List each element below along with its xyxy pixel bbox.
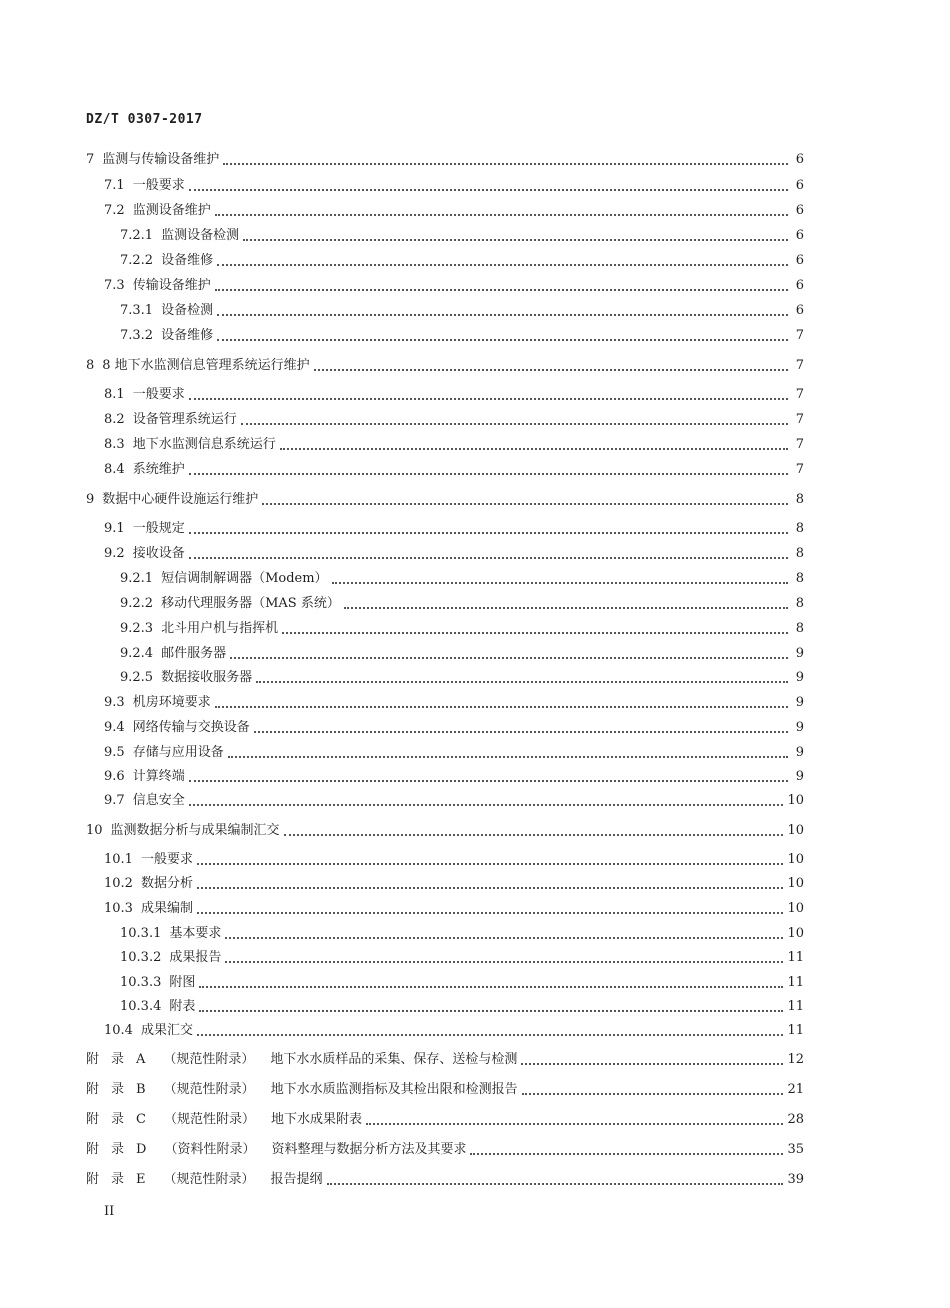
toc-entry-page: 8	[795, 596, 804, 611]
toc-entry-page: 10	[787, 876, 804, 891]
toc-entry[interactable]	[104, 435, 804, 455]
toc-entry-page: 9	[795, 646, 804, 661]
toc-entry[interactable]	[104, 850, 804, 870]
toc-entry-title: 系统维护	[132, 462, 185, 477]
toc-entry-page: 8	[795, 571, 804, 586]
toc-entry-title: 存储与应用设备	[132, 745, 224, 760]
toc-entry-page: 9	[795, 670, 804, 685]
toc-entry-page: 6	[795, 278, 804, 293]
toc-entry-number: 7.2.1	[120, 228, 154, 243]
dot-leader	[225, 961, 783, 963]
toc-entry-page: 9	[795, 745, 804, 760]
toc-entry-number: 9.1	[104, 521, 125, 536]
toc-entry-number: 9	[86, 492, 95, 507]
toc-entry-page: 7	[795, 328, 804, 343]
toc-entry-title: 监测设备维护	[132, 203, 211, 218]
dot-leader	[199, 1010, 783, 1012]
dot-leader	[189, 804, 784, 806]
appendix-type: （规范性附录）	[163, 1082, 255, 1097]
toc-entry-number: 10.3	[104, 901, 133, 916]
toc-entry-number: 7.3	[104, 278, 125, 293]
dot-leader	[282, 632, 788, 634]
dot-leader	[197, 863, 783, 865]
toc-entry[interactable]	[120, 251, 804, 271]
toc-entry-page: 6	[795, 203, 804, 218]
dot-leader	[217, 339, 788, 341]
toc-entry[interactable]	[104, 410, 804, 430]
toc-entry[interactable]	[120, 226, 804, 246]
appendix-page: 21	[787, 1082, 804, 1097]
toc-entry-title: 网络传输与交换设备	[132, 720, 250, 735]
appendix-page: 28	[787, 1112, 804, 1127]
toc-entry-number: 8.1	[104, 387, 125, 402]
toc-entry-title: 计算终端	[132, 769, 185, 784]
toc-entry-page: 7	[795, 358, 804, 373]
appendix-title: 地下水水质样品的采集、保存、送检与检测	[270, 1052, 518, 1067]
dot-leader	[228, 756, 788, 758]
toc-entry[interactable]	[104, 276, 804, 296]
toc-entry-number: 9.2.1	[120, 571, 154, 586]
toc-entry-title: 一般要求	[132, 387, 185, 402]
toc-entry-number: 9.3	[104, 695, 125, 710]
dot-leader	[522, 1093, 784, 1095]
toc-entry-title: 监测设备检测	[161, 228, 240, 243]
dot-leader	[521, 1063, 783, 1065]
dot-leader	[197, 887, 783, 889]
dot-leader	[197, 1034, 783, 1036]
toc-entry-number: 9.2.3	[120, 621, 154, 636]
toc-entry[interactable]	[104, 544, 804, 564]
toc-entry-title: 成果报告	[169, 950, 222, 965]
appendix-entry[interactable]	[86, 1080, 804, 1100]
toc-entry-number: 8	[86, 358, 95, 373]
toc-entry-number: 10.3.1	[120, 926, 162, 941]
toc-entry[interactable]	[104, 767, 804, 787]
toc-entry-page: 8	[795, 492, 804, 507]
appendix-label: 附录B	[86, 1082, 158, 1097]
dot-leader	[217, 264, 788, 266]
toc-entry[interactable]	[120, 326, 804, 346]
toc-entry-page: 8	[795, 521, 804, 536]
toc-entry-title: 8 地下水监测信息管理系统运行维护	[102, 358, 310, 373]
toc-entry-page: 11	[787, 950, 804, 965]
dot-leader	[223, 163, 788, 165]
appendix-page: 12	[787, 1052, 804, 1067]
dot-leader	[199, 986, 783, 988]
toc-entry-title: 监测与传输设备维护	[102, 152, 220, 167]
toc-entry-number: 9.2.4	[120, 646, 154, 661]
toc-entry-page: 7	[795, 387, 804, 402]
appendix-page: 39	[787, 1172, 804, 1187]
toc-entry-title: 数据分析	[140, 876, 193, 891]
appendix-entry[interactable]	[86, 1110, 804, 1130]
toc-entry[interactable]	[120, 644, 804, 664]
toc-entry-number: 10.4	[104, 1023, 133, 1038]
toc-entry-page: 6	[795, 228, 804, 243]
dot-leader	[225, 937, 783, 939]
toc-entry-number: 10.3.4	[120, 999, 162, 1014]
toc-entry-title: 信息安全	[132, 793, 185, 808]
toc-entry-page: 7	[795, 412, 804, 427]
appendix-label: 附录C	[86, 1112, 158, 1127]
toc-entry-number: 10	[86, 823, 103, 838]
dot-leader	[189, 398, 788, 400]
dot-leader	[189, 473, 788, 475]
toc-entry[interactable]	[120, 924, 804, 944]
appendix-label: 附录D	[86, 1142, 159, 1157]
toc-entry[interactable]	[104, 693, 804, 713]
toc-entry-title: 基本要求	[169, 926, 222, 941]
page-number: II	[104, 1204, 115, 1219]
appendix-page: 35	[787, 1142, 804, 1157]
toc-entry[interactable]	[120, 948, 804, 968]
toc-entry-title: 数据中心硬件设施运行维护	[102, 492, 259, 507]
toc-entry-page: 10	[787, 852, 804, 867]
dot-leader	[262, 503, 788, 505]
toc-entry[interactable]	[120, 973, 804, 993]
toc-entry-page: 6	[795, 152, 804, 167]
toc-entry-page: 8	[795, 546, 804, 561]
toc-entry-title: 成果汇交	[140, 1023, 193, 1038]
dot-leader	[215, 706, 788, 708]
toc-entry-title: 地下水监测信息系统运行	[132, 437, 276, 452]
appendix-title: 报告提纲	[270, 1172, 323, 1187]
toc-entry-title: 成果编制	[140, 901, 193, 916]
appendix-entry[interactable]	[86, 1170, 804, 1190]
toc-entry[interactable]	[120, 301, 804, 321]
toc-entry-title: 短信调制解调器（Modem）	[161, 571, 328, 586]
appendix-title: 地下水水质监测指标及其检出限和检测报告	[270, 1082, 518, 1097]
dot-leader	[197, 912, 783, 914]
appendix-label: 附录A	[86, 1052, 158, 1067]
dot-leader	[280, 448, 788, 450]
toc-entry-page: 7	[795, 462, 804, 477]
toc-entry[interactable]	[104, 519, 804, 539]
toc-entry[interactable]	[104, 791, 804, 811]
toc-entry-number: 9.2.2	[120, 596, 154, 611]
toc-entry-page: 10	[787, 901, 804, 916]
dot-leader	[189, 532, 788, 534]
toc-entry-title: 设备管理系统运行	[132, 412, 237, 427]
toc-entry-number: 9.2	[104, 546, 125, 561]
dot-leader	[314, 369, 788, 371]
toc-entry-page: 11	[787, 1023, 804, 1038]
dot-leader	[243, 239, 788, 241]
toc-entry-title: 附表	[169, 999, 196, 1014]
toc-entry-number: 7.3.1	[120, 303, 154, 318]
toc-entry[interactable]	[86, 821, 804, 841]
toc-entry-title: 机房环境要求	[132, 695, 211, 710]
toc-entry[interactable]	[120, 569, 804, 589]
appendix-title: 地下水成果附表	[270, 1112, 362, 1127]
toc-entry-title: 设备检测	[161, 303, 214, 318]
toc-entry-number: 7.1	[104, 178, 125, 193]
dot-leader	[189, 780, 788, 782]
toc-entry-number: 9.6	[104, 769, 125, 784]
appendix-entry[interactable]	[86, 1140, 804, 1160]
toc-entry-number: 10.1	[104, 852, 133, 867]
toc-entry[interactable]	[120, 997, 804, 1017]
dot-leader	[470, 1153, 783, 1155]
appendix-type: （规范性附录）	[163, 1112, 255, 1127]
toc-entry-number: 7.2	[104, 203, 125, 218]
toc-entry-page: 6	[795, 178, 804, 193]
toc-entry-number: 9.4	[104, 720, 125, 735]
toc-entry-page: 10	[787, 793, 804, 808]
toc-entry[interactable]	[104, 1021, 804, 1041]
toc-entry[interactable]	[120, 594, 804, 614]
toc-entry-title: 传输设备维护	[132, 278, 211, 293]
toc-entry[interactable]	[86, 356, 804, 376]
toc-entry-number: 8.2	[104, 412, 125, 427]
toc-entry[interactable]	[104, 743, 804, 763]
toc-entry-title: 监测数据分析与成果编制汇交	[110, 823, 280, 838]
dot-leader	[327, 1183, 784, 1185]
toc-entry[interactable]	[104, 718, 804, 738]
toc-entry-page: 6	[795, 253, 804, 268]
appendix-title: 资料整理与数据分析方法及其要求	[271, 1142, 467, 1157]
toc-entry-number: 7.3.2	[120, 328, 154, 343]
dot-leader	[230, 657, 788, 659]
toc-entry-title: 接收设备	[132, 546, 185, 561]
dot-leader	[284, 834, 784, 836]
toc-entry-title: 一般要求	[140, 852, 193, 867]
appendix-entry[interactable]	[86, 1050, 804, 1070]
toc-entry-title: 设备维修	[161, 253, 214, 268]
dot-leader	[189, 189, 788, 191]
toc-entry-title: 移动代理服务器（MAS 系统）	[161, 596, 340, 611]
toc-entry-number: 10.2	[104, 876, 133, 891]
toc-entry-page: 11	[787, 999, 804, 1014]
toc-entry[interactable]	[104, 385, 804, 405]
dot-leader	[217, 314, 788, 316]
toc-entry[interactable]	[104, 460, 804, 480]
dot-leader	[366, 1123, 783, 1125]
dot-leader	[332, 582, 788, 584]
toc-entry[interactable]	[104, 201, 804, 221]
toc-entry-number: 9.7	[104, 793, 125, 808]
toc-entry-title: 设备维修	[161, 328, 214, 343]
toc-entry[interactable]	[120, 668, 804, 688]
toc-entry-title: 一般要求	[132, 178, 185, 193]
toc-entry-title: 数据接收服务器	[161, 670, 253, 685]
toc-entry[interactable]	[120, 619, 804, 639]
toc-entry-page: 10	[787, 823, 804, 838]
toc-entry-page: 9	[795, 695, 804, 710]
toc-entry[interactable]	[104, 176, 804, 196]
toc-entry[interactable]	[104, 899, 804, 919]
toc-entry-number: 8.3	[104, 437, 125, 452]
toc-entry-page: 10	[787, 926, 804, 941]
dot-leader	[215, 289, 788, 291]
dot-leader	[254, 731, 788, 733]
appendix-type: （资料性附录）	[164, 1142, 256, 1157]
appendix-label: 附录E	[86, 1172, 158, 1187]
dot-leader	[241, 423, 788, 425]
toc-entry-number: 9.2.5	[120, 670, 154, 685]
toc-entry-title: 一般规定	[132, 521, 185, 536]
toc-entry-page: 7	[795, 437, 804, 452]
toc-entry-number: 10.3.3	[120, 975, 162, 990]
toc-entry-number: 8.4	[104, 462, 125, 477]
toc-entry-page: 8	[795, 621, 804, 636]
toc-entry-title: 北斗用户机与指挥机	[161, 621, 279, 636]
standard-code: DZ/T 0307-2017	[86, 112, 203, 127]
toc-entry[interactable]	[86, 490, 804, 510]
toc-entry[interactable]	[86, 150, 804, 170]
toc-entry-number: 10.3.2	[120, 950, 162, 965]
toc-entry-number: 7.2.2	[120, 253, 154, 268]
dot-leader	[344, 607, 788, 609]
toc-entry-page: 11	[787, 975, 804, 990]
toc-entry-page: 9	[795, 720, 804, 735]
dot-leader	[256, 681, 788, 683]
toc-entry-title: 邮件服务器	[161, 646, 227, 661]
toc-entry-page: 9	[795, 769, 804, 784]
appendix-type: （规范性附录）	[163, 1172, 255, 1187]
toc-entry-page: 6	[795, 303, 804, 318]
toc-entry-title: 附图	[169, 975, 196, 990]
toc-entry-number: 9.5	[104, 745, 125, 760]
dot-leader	[215, 214, 788, 216]
appendix-type: （规范性附录）	[163, 1052, 255, 1067]
toc-entry-number: 7	[86, 152, 95, 167]
dot-leader	[189, 557, 788, 559]
toc-entry[interactable]	[104, 874, 804, 894]
